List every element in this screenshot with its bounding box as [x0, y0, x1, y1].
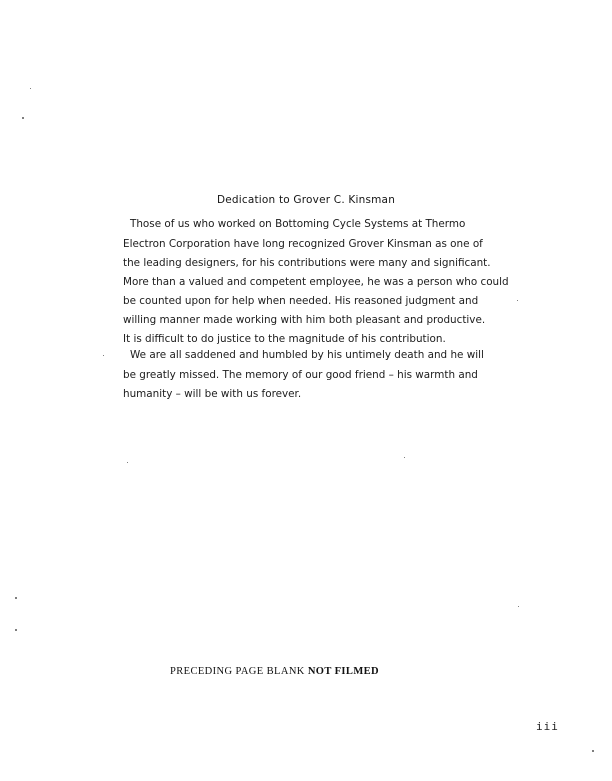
scan-speck	[30, 88, 31, 89]
paragraph-1-line: the leading designers, for his contributions were many and significant.	[123, 257, 491, 269]
paragraph-1-line: Those of us who worked on Bottoming Cycle Systems at Thermo	[130, 218, 466, 230]
scan-speck	[15, 629, 17, 631]
scan-speck	[517, 300, 518, 301]
scan-speck	[15, 597, 17, 599]
preceding-page-note-text: PRECEDING PAGE BLANK	[170, 666, 308, 677]
paragraph-1-line: Electron Corporation have long recognized Grover Kinsman as one of	[123, 238, 483, 250]
scan-speck	[103, 355, 104, 356]
paragraph-1-line: willing manner made working with him both pleasant and productive.	[123, 314, 486, 326]
paragraph-1-line: More than a valued and competent employee, he was a person who could	[123, 276, 509, 288]
scan-speck	[22, 117, 24, 119]
paragraph-1-line: be counted upon for help when needed. His reasoned judgment and	[123, 295, 479, 307]
page-number: iii	[536, 720, 559, 733]
scan-speck	[592, 750, 594, 752]
scan-speck	[404, 457, 405, 458]
paragraph-1-line: It is difficult to do justice to the magnitude of his contribution.	[123, 333, 446, 345]
paragraph-2-line: be greatly missed. The memory of our good friend – his warmth and	[123, 369, 478, 381]
dedication-title: Dedication to Grover C. Kinsman	[216, 194, 396, 206]
scan-speck	[127, 462, 128, 463]
scan-speck	[518, 606, 519, 607]
paragraph-2-line: We are all saddened and humbled by his untimely death and he will	[130, 349, 484, 361]
preceding-page-note	[170, 666, 379, 677]
not-filmed-text: NOT FILMED	[307, 666, 380, 677]
paragraph-2-line: humanity – will be with us forever.	[123, 388, 302, 400]
